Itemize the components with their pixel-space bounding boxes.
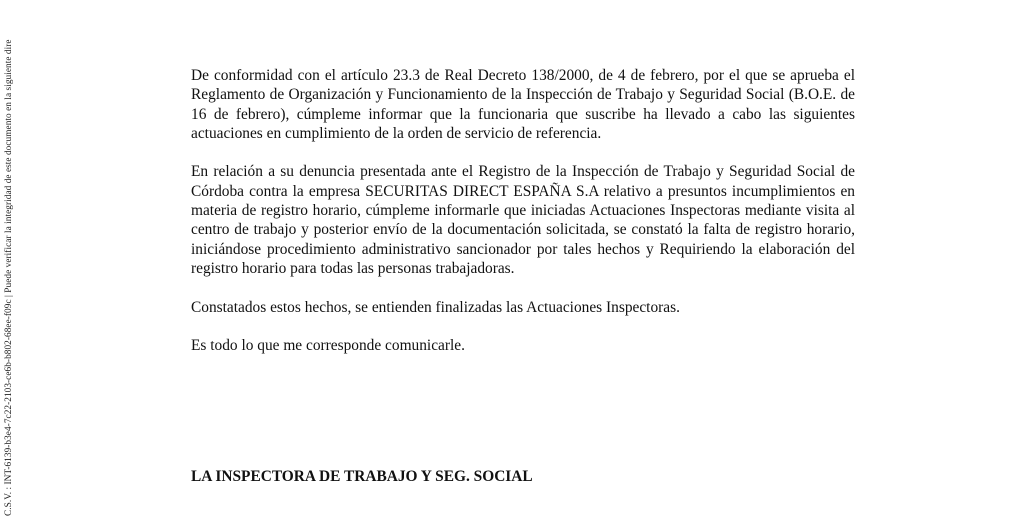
verification-margin bbox=[0, 0, 30, 523]
paragraph-legal-basis: De conformidad con el artículo 23.3 de Real Decreto 138/2000, de 4 de febrero, por el que se aprueba el Reglamento de Organización y Funcionamiento de la Inspección de Trabajo y Seguridad Social (B.O.E. de 16 de febrero), cúmpleme informar que la funcionaria que suscribe ha llevado a cabo las siguientes actuaciones en cumplimiento de la orden de servicio de referencia. bbox=[191, 67, 855, 142]
signature-title: LA INSPECTORA DE TRABAJO Y SEG. SOCIAL bbox=[191, 468, 533, 485]
document-body bbox=[191, 66, 855, 375]
verification-code-text: C.S.V. : INT-6139-b3e4-7c22-2103-ce6b-b802-68ee-f09c | Puede verificar la integridad de este documento en la siguiente dire bbox=[4, 39, 14, 516]
paragraph-conclusion: Constatados estos hechos, se entienden finalizadas las Actuaciones Inspectoras. bbox=[191, 298, 680, 316]
paragraph-closing: Es todo lo que me corresponde comunicarle. bbox=[191, 337, 465, 355]
paragraph-complaint-result: En relación a su denuncia presentada ante el Registro de la Inspección de Trabajo y Seguridad Social de Córdoba contra la empresa SECURITAS DIRECT ESPAÑA S.A relativo a presuntos incumplimientos en materia de registro horario, cúmpleme informarle que iniciadas Actuaciones Inspectoras mediante visita al centro de trabajo y posterior envío de la documentación solicitada, se constató la falta de registro horario, iniciándose procedimiento administrativo sancionador por tales hechos y Requiriendo la elaboración del registro horario para todas las personas trabajadoras. bbox=[191, 163, 855, 277]
